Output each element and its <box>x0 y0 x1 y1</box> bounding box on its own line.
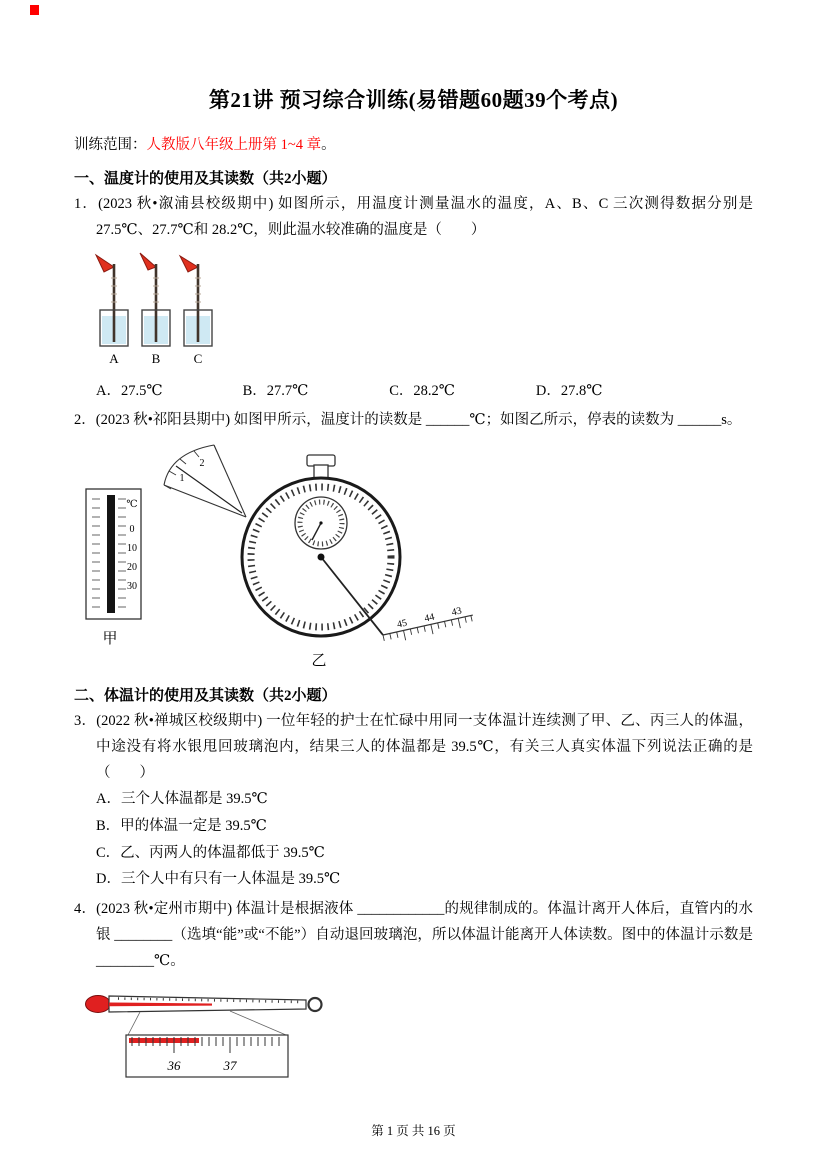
second-zoom-number-43: 43 <box>450 605 463 619</box>
question-3-text: 3．(2022 秋•禅城区校级期中) 一位年轻的护士在忙碌中用同一支体温计连续测了甲、乙、丙三人的体温，中途没有将水银甩回玻璃泡内，结果三人的体温都是 39.5℃，有关三人真实体温下列说法正确的是（ ） <box>74 712 753 781</box>
q3-option-a: A．三个人体温都是 39.5℃ <box>96 791 268 807</box>
figure-q1-thermometers-in-beakers <box>88 252 248 368</box>
beaker-a-label: A <box>109 350 119 366</box>
stopwatch-minute-zoom <box>164 445 246 517</box>
q3-option-d: D．三个人中有只有一人体温是 39.5℃ <box>96 871 341 888</box>
corner-red-mark-icon <box>30 5 39 15</box>
beaker-c-label: C <box>193 350 203 366</box>
q1-option-d: D．27.8℃ <box>535 382 603 399</box>
beaker-b <box>140 253 170 366</box>
minute-zoom-number-2: 2 <box>199 457 205 469</box>
section-1-heading: 一、温度计的使用及其读数（共2小题） <box>74 171 337 188</box>
question-2-text: 2．(2023 秋•祁阳县期中) 如图甲所示，温度计的读数是 ______℃；如图乙所示，停表的读数为 ______s。 <box>74 411 742 428</box>
figure-q4-clinical-thermometer <box>82 981 352 1085</box>
thermometer-scale-10: 10 <box>127 542 137 554</box>
thermometer-jia <box>86 489 141 619</box>
scope-period: 。 <box>321 137 336 154</box>
scope-label: 训练范围： <box>74 137 147 154</box>
minute-zoom-number-1: 1 <box>179 472 185 484</box>
q1-option-b: B．27.7℃ <box>242 382 309 399</box>
page-footer: 第 1 页 共 16 页 <box>371 1124 456 1138</box>
clinical-thermometer <box>86 995 322 1012</box>
question-4-text: 4．(2023 秋•定州市期中) 体温计是根据液体 ____________的规律制成的。体温计离开人体后，直管内的水银 ________（选填“能”或“不能”）自动退回玻璃泡，所以体温计能离开人体读数。图中的体温计示数是 ________℃。 <box>74 901 753 970</box>
second-zoom-number-44: 44 <box>423 611 436 625</box>
stopwatch-second-zoom <box>380 603 475 644</box>
question-1-text: 1．(2023 秋•溆浦县校级期中) 如图所示，用温度计测量温水的温度，A、B、C 三次测得数据分别是 27.5℃、27.7℃和 28.2℃，则此温水较准确的温度是（ ） <box>74 196 753 239</box>
question-1-options <box>96 378 753 404</box>
figure-label-jia: 甲 <box>102 630 118 647</box>
figure-label-yi: 乙 <box>311 652 327 669</box>
thermometer-scale-30: 30 <box>127 580 137 592</box>
scope-value: 人教版八年级上册第 1~4 章 <box>146 137 322 154</box>
beaker-c <box>180 256 212 366</box>
zoom-number-36: 36 <box>167 1057 181 1073</box>
section-2-heading: 二、体温计的使用及其读数（共2小题） <box>74 687 337 704</box>
q3-option-b: B．甲的体温一定是 39.5℃ <box>96 817 267 834</box>
q1-option-a: A．27.5℃ <box>96 382 163 399</box>
beaker-b-label: B <box>151 350 161 366</box>
training-scope <box>74 133 753 154</box>
thermometer-zoom-inset <box>126 1011 288 1077</box>
page-title: 第21讲 预习综合训练(易错题60题39个考点) <box>208 88 619 112</box>
q3-option-c: C．乙、丙两人的体温都低于 39.5℃ <box>96 844 325 861</box>
thermometer-scale-0: 0 <box>129 523 135 535</box>
thermometer-scale-20: 20 <box>127 561 137 573</box>
zoom-number-37: 37 <box>223 1057 237 1073</box>
stopwatch <box>242 455 400 636</box>
second-zoom-number-45: 45 <box>396 617 409 631</box>
thermometer-unit-label: ℃ <box>126 498 138 510</box>
q1-option-c: C．28.2℃ <box>389 382 456 399</box>
figure-q2-thermometer-and-stopwatch <box>76 437 486 671</box>
beaker-a <box>96 255 128 366</box>
